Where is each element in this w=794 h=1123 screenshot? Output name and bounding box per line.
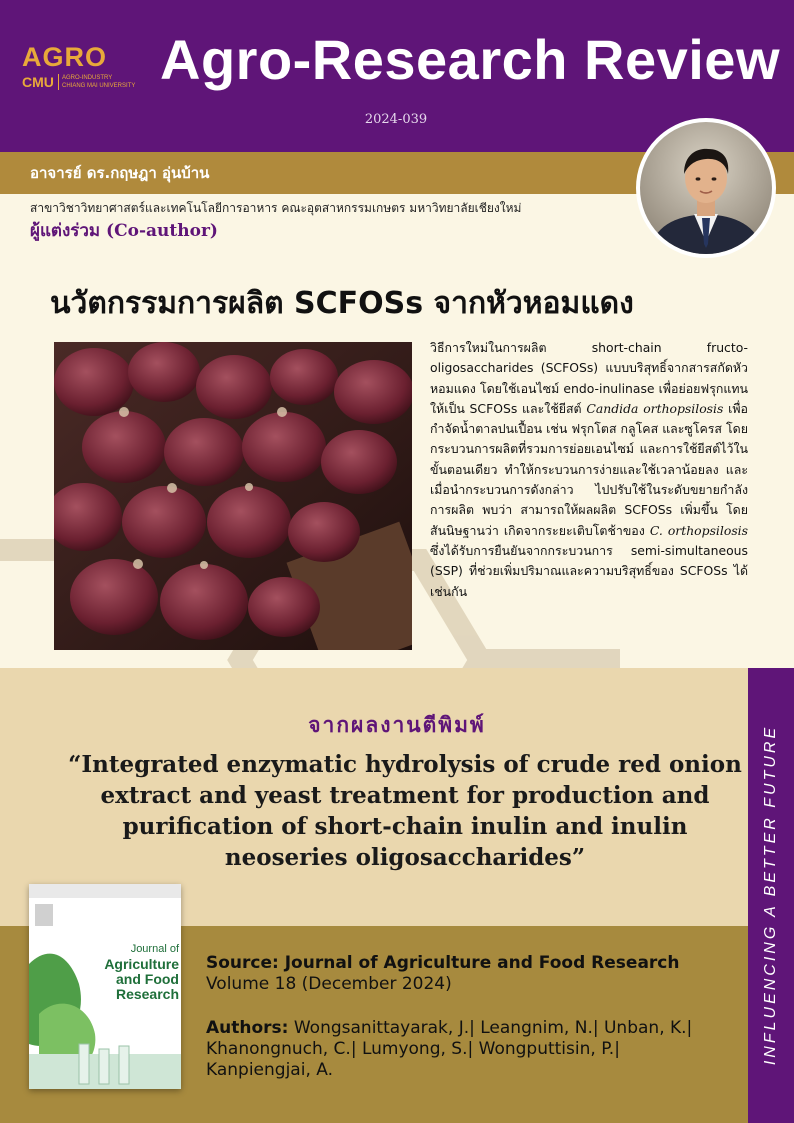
red-onion-illustration <box>54 342 412 650</box>
publication-label: จากผลงานตีพิมพ์ <box>308 713 486 737</box>
cover-line-2: Agriculture <box>104 956 179 972</box>
abstract-species-2: C. orthopsilosis <box>649 522 748 538</box>
cover-line-1: Journal of <box>130 943 179 955</box>
magazine-title: Agro-Research Review <box>160 28 781 91</box>
cover-title <box>87 942 179 1002</box>
abstract-species-1: Candida orthopsilosis <box>586 400 724 416</box>
logo-cmu-text: CMU <box>22 74 54 90</box>
article-headline: นวัตกรรมการผลิต SCFOSs จากหัวหอมแดง <box>50 286 634 321</box>
paper-authors <box>206 1018 726 1081</box>
issue-number: 2024-039 <box>364 112 428 127</box>
source-journal: Source: Journal of Agriculture and Food Research <box>206 953 680 973</box>
abstract-text-3: ซึ่งได้รับการยืนยันจากกระบวนการ semi-simultaneous (SSP) ที่ช่วยเพิ่มปริมาณและความบริสุทธิ์ของ SCFOSs ได้เช่นกัน <box>430 542 748 599</box>
abstract-text-2: เพื่อกำจัดน้ำตาลปนเปื้อน เช่น ฟรุกโตส กลูโคส และซูโครส โดยกระบวนการผลิตที่รวมการย่อยเอนไซม์ และการใช้ยีสต์ไว้ในขั้นตอนเดียว ทำให้กระบวนการง่ายและใช้เวลาน้อยลง และเมื่อนำกระบวนการดังกล่าว ไปปรับใช้ในระดับขยายกำลังการผลิต พบว่า สามารถให้ผลผลิต SCFOSs เพิ่มขึ้น โดยสันนิษฐานว่า เกิดจากระยะเติบโตช้าของ <box>430 400 748 538</box>
author-name: อาจารย์ ดร.กฤษฎา อุ่นบ้าน <box>30 164 210 182</box>
side-banner-text: INFLUENCING A BETTER FUTURE <box>762 724 779 1066</box>
portrait-illustration <box>640 122 772 254</box>
cover-line-3: and Food <box>116 971 179 987</box>
source-volume: Volume 18 (December 2024) <box>206 974 452 994</box>
journal-cover <box>29 884 181 1089</box>
logo-subtitle: AGRO-INDUSTRY CHIANG MAI UNIVERSITY <box>58 74 138 90</box>
article-abstract <box>430 338 748 602</box>
agro-cmu-logo <box>22 42 140 98</box>
author-affiliation: สาขาวิชาวิทยาศาสตร์และเทคโนโลยีการอาหาร คณะอุตสาหกรรมเกษตร มหาวิทยาลัยเชียงใหม่ <box>30 201 522 215</box>
paper-title: “Integrated enzymatic hydrolysis of crude red onion extract and yeast treatment for production and purification of short-chain inulin and inulin neoseries oligosaccharides” <box>68 751 742 871</box>
author-photo <box>636 118 776 258</box>
abstract-text-1: วิธีการใหม่ในการผลิต short-chain fructo-oligosaccharides (SCFOSs) แบบบริสุทธิ์จากสารสกัดหัวหอมแดง โดยใช้เอนไซม์ endo-inulinase เพื่อย่อยฟรุกแทนให้เป็น SCFOSs และใช้ยีสต์ <box>430 340 748 416</box>
authors-label: Authors: <box>206 1018 289 1038</box>
cover-line-4: Research <box>115 986 179 1002</box>
logo-agro-text: AGRO <box>22 42 107 72</box>
red-onion-photo <box>54 342 412 650</box>
author-role: ผู้แต่งร่วม (Co-author) <box>30 221 218 241</box>
authors-list: Wongsanittayarak, J.| Leangnim, N.| Unban, K.| Khanongnuch, C.| Lumyong, S.| Wongputtisin, P.| Kanpiengjai, A. <box>206 1018 693 1080</box>
